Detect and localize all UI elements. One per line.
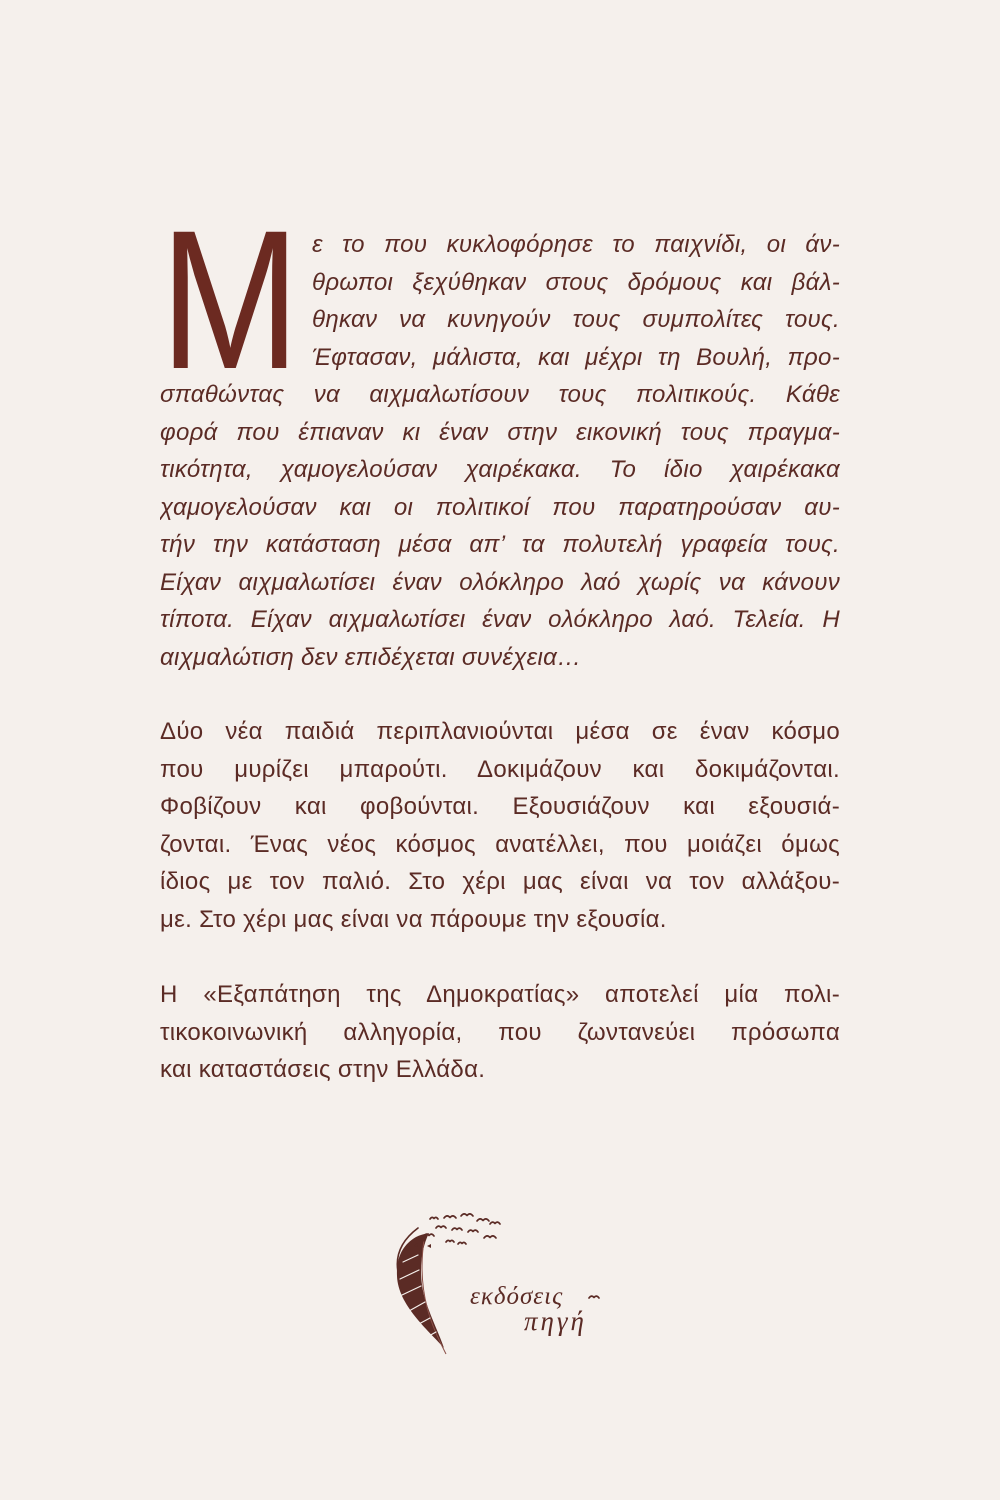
bird-icon — [468, 1230, 478, 1232]
blurb-line: με. Στο χέρι μας είναι να πάρουμε την εξουσία. — [160, 905, 667, 933]
feather-icon — [397, 1228, 446, 1354]
blurb-line: φορά που έπιαναν κι έναν στην εικονική τους πραγμα- — [160, 418, 840, 446]
blurb-line: αιχμαλώτιση δεν επιδέχεται συνέχεια… — [160, 643, 582, 671]
bird-icon — [477, 1219, 489, 1221]
blurb-line: τήν την κατάσταση μέσα απ’ τα πολυτελή γραφεία τους. — [160, 531, 840, 558]
bird-icon — [446, 1240, 454, 1242]
bird-icon — [484, 1236, 496, 1238]
blurb-line: τικοκοινωνική αλληγορία, που ζωντανεύει πρόσωπα — [160, 1018, 840, 1046]
blurb-line: ίδιος με τον παλιό. Στο χέρι μας είναι να τον αλλάξου- — [160, 868, 840, 895]
blurb-line: και καταστάσεις στην Ελλάδα. — [160, 1056, 486, 1083]
blurb-line: ε το που κυκλοφόρησε το παιχνίδι, οι άν- — [312, 231, 840, 258]
blurb-line: ζονται. Ένας νέος κόσμος ανατέλλει, που μοιάζει όμως — [160, 830, 840, 858]
blurb-line: θηκαν να κυνηγούν τους συμπολίτες τους. — [312, 306, 840, 333]
bird-icon — [589, 1296, 599, 1298]
bird-icon — [490, 1222, 500, 1224]
bird-icon — [458, 1242, 466, 1244]
blurb-line: που μυρίζει μπαρούτι. Δοκιμάζουν και δοκιμάζονται. — [160, 755, 840, 783]
blurb-line: Δύο νέα παιδιά περιπλανιούνται μέσα σε έναν κόσμο — [160, 718, 840, 745]
blurb-line: Φοβίζουν και φοβούνται. Εξουσιάζουν και εξουσιά- — [160, 793, 840, 820]
blurb-line: τικότητα, χαμογελούσαν χαιρέκακα. Το ίδιο χαιρέκακα — [160, 456, 840, 483]
bird-icon — [444, 1216, 456, 1218]
blurb-line: Είχαν αιχμαλωτίσει έναν ολόκληρο λαό χωρίς να κάνουν — [160, 568, 840, 596]
blurb-line: χαμογελούσαν και οι πολιτικοί που παρατηρούσαν αυ- — [160, 493, 840, 521]
blurb-line: θρωποι ξεχύθηκαν στους δρόμους και βάλ- — [312, 268, 840, 296]
bird-icon — [436, 1226, 446, 1228]
bird-icon — [430, 1217, 438, 1219]
blurb-paragraph-1 — [160, 226, 840, 676]
blurb-paragraph-3 — [160, 976, 840, 1089]
publisher-logo — [380, 1200, 620, 1360]
blurb-line: σπαθώντας να αιχμαλωτίσουν τους πολιτικούς. Κάθε — [160, 381, 840, 408]
bird-icon — [452, 1228, 462, 1230]
blurb-line: τίποτα. Είχαν αιχμαλωτίσει έναν ολόκληρο λαό. Τελεία. Η — [160, 606, 840, 633]
publisher-name-line-1: εκδόσεις — [470, 1283, 564, 1310]
bird-icon — [461, 1214, 473, 1216]
blurb-line: Η «Εξαπάτηση της Δημοκρατίας» αποτελεί μία πολι- — [160, 981, 840, 1008]
blurb-paragraph-2 — [160, 713, 840, 938]
publisher-name-line-2: πηγή — [524, 1306, 587, 1336]
blurb-line: Έφτασαν, μάλιστα, και μέχρι τη Βουλή, προ- — [312, 343, 840, 371]
drop-cap-letter: Μ — [160, 189, 300, 410]
